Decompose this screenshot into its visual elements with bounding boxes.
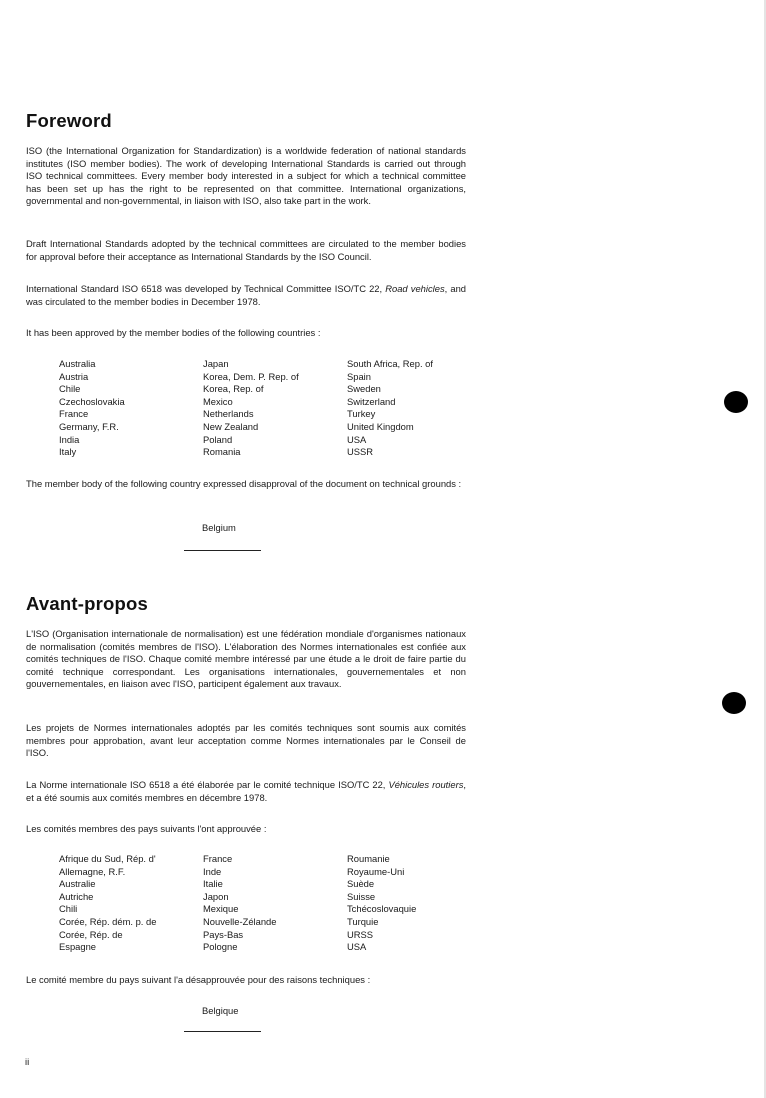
country-column (347, 358, 489, 459)
country-column (203, 853, 347, 954)
country-name: Sweden (347, 383, 381, 395)
country-name: Romania (203, 446, 241, 458)
avant-propos-paragraph-2: Les projets de Normes internationales adoptés par les comités techniques sont soumis aux comités membres pour approbation, avant leur acceptation comme Normes internationales par le Conseil de l'ISO. (26, 722, 466, 759)
country-name: Mexico (203, 395, 233, 407)
hole-punch-mark (724, 391, 748, 413)
avant-propos-paragraph-3 (26, 779, 466, 804)
country-name: USA (347, 433, 367, 445)
country-name: Tchécoslovaquie (347, 903, 417, 915)
avant-propos-paragraph-1: L'ISO (Organisation internationale de normalisation) est une fédération mondiale d'organismes nationaux de normalisation (comités membres de l'ISO). L'élaboration des Normes internationales est confiée aux comités techniques de l'ISO. Chaque comité membre intéressé par une étude a le droit de faire partie du comité technique correspondant. Les organisations internationales, gouvernementales et non gouvernementales, en liaison avec l'ISO, participent également aux travaux. (26, 628, 466, 690)
avant-propos-disapproval-country: Belgique (202, 1005, 239, 1016)
country-name: Corée, Rép. dém. p. de (59, 915, 157, 927)
country-name: Autriche (59, 890, 94, 902)
avant-propos-p3-suffix: , et a été soumis aux comités membres en décembre 1978. (26, 779, 466, 803)
country-name: Chili (59, 903, 78, 915)
country-name: Chile (59, 383, 81, 395)
country-column (59, 358, 203, 459)
country-name: Mexique (203, 903, 239, 915)
country-name: Inde (203, 865, 222, 877)
country-name: Japan (203, 358, 229, 369)
country-name: Pays-Bas (203, 928, 244, 940)
country-name: Suède (347, 878, 375, 890)
foreword-p3-italic: Road vehicles (385, 283, 445, 294)
country-name: Switzerland (347, 395, 396, 407)
foreword-paragraph-4: It has been approved by the member bodies of the following countries : (26, 327, 321, 338)
foreword-paragraph-5: The member body of the following country expressed disapproval of the document on technical grounds : (26, 478, 462, 489)
avant-propos-country-list (59, 853, 489, 954)
country-column (59, 853, 203, 954)
hole-punch-mark (722, 692, 746, 714)
foreword-end-rule (184, 550, 261, 551)
country-name: Allemagne, R.F. (59, 865, 126, 877)
foreword-p3-prefix: International Standard ISO 6518 was developed by Technical Committee ISO/TC 22, (26, 283, 386, 294)
country-name: Poland (203, 433, 233, 445)
country-name: Turkey (347, 408, 376, 420)
country-name: Australie (59, 878, 96, 890)
country-name: Royaume-Uni (347, 865, 405, 877)
country-name: Turquie (347, 915, 379, 927)
page-number: ii (25, 1056, 30, 1067)
avant-propos-paragraph-4: Les comités membres des pays suivants l'ont approuvée : (26, 823, 267, 834)
country-column (203, 358, 347, 459)
country-name: France (203, 853, 233, 864)
avant-propos-end-rule (184, 1031, 261, 1032)
foreword-disapproval-country: Belgium (202, 522, 236, 533)
country-name: Corée, Rép. de (59, 928, 123, 940)
country-name: URSS (347, 928, 374, 940)
foreword-p3-suffix: , and was circulated to the member bodies in December 1978. (26, 283, 466, 307)
country-name: Korea, Rep. of (203, 383, 264, 395)
country-name: New Zealand (203, 420, 259, 432)
country-name: Nouvelle-Zélande (203, 915, 277, 927)
foreword-title: Foreword (26, 110, 112, 131)
foreword-paragraph-3 (26, 283, 466, 308)
country-name: Espagne (59, 941, 97, 953)
avant-propos-title: Avant-propos (26, 593, 148, 614)
avant-propos-paragraph-5: Le comité membre du pays suivant l'a désapprouvée pour des raisons techniques : (26, 974, 371, 985)
country-name: Japon (203, 890, 229, 902)
foreword-paragraph-2: Draft International Standards adopted by the technical committees are circulated to the member bodies for approval before their acceptance as International Standards by the ISO Council. (26, 238, 466, 262)
country-name: Roumanie (347, 853, 390, 864)
country-name: India (59, 433, 80, 445)
country-name: South Africa, Rep. of (347, 358, 433, 369)
foreword-country-list (59, 358, 489, 459)
country-name: USA (347, 941, 367, 953)
country-name: United Kingdom (347, 420, 414, 432)
country-name: Spain (347, 370, 371, 382)
avant-propos-p3-italic: Véhicules routiers (388, 779, 464, 790)
country-name: Austria (59, 370, 89, 382)
country-name: USSR (347, 446, 374, 458)
avant-propos-p3-prefix: La Norme internationale ISO 6518 a été élaborée par le comité technique ISO/TC 22, (26, 779, 389, 790)
country-name: Australia (59, 358, 96, 369)
country-column (347, 853, 489, 954)
country-name: Czechoslovakia (59, 395, 125, 407)
country-name: Netherlands (203, 408, 254, 420)
country-name: Germany, F.R. (59, 420, 119, 432)
country-name: Korea, Dem. P. Rep. of (203, 370, 299, 382)
country-name: Suisse (347, 890, 376, 902)
foreword-paragraph-1: ISO (the International Organization for Standardization) is a worldwide federation of national standards institutes (ISO member bodies). The work of developing International Standards is carried out through ISO technical committees. Every member body interested in a subject for which a technical committee has been set up has the right to be represented on that committee. International organizations, governmental and non-governmental, in liaison with ISO, also take part in the work. (26, 145, 466, 207)
country-name: France (59, 408, 89, 420)
country-name: Italie (203, 878, 223, 890)
country-name: Pologne (203, 941, 238, 953)
country-name: Afrique du Sud, Rép. d' (59, 853, 156, 864)
country-name: Italy (59, 446, 77, 458)
